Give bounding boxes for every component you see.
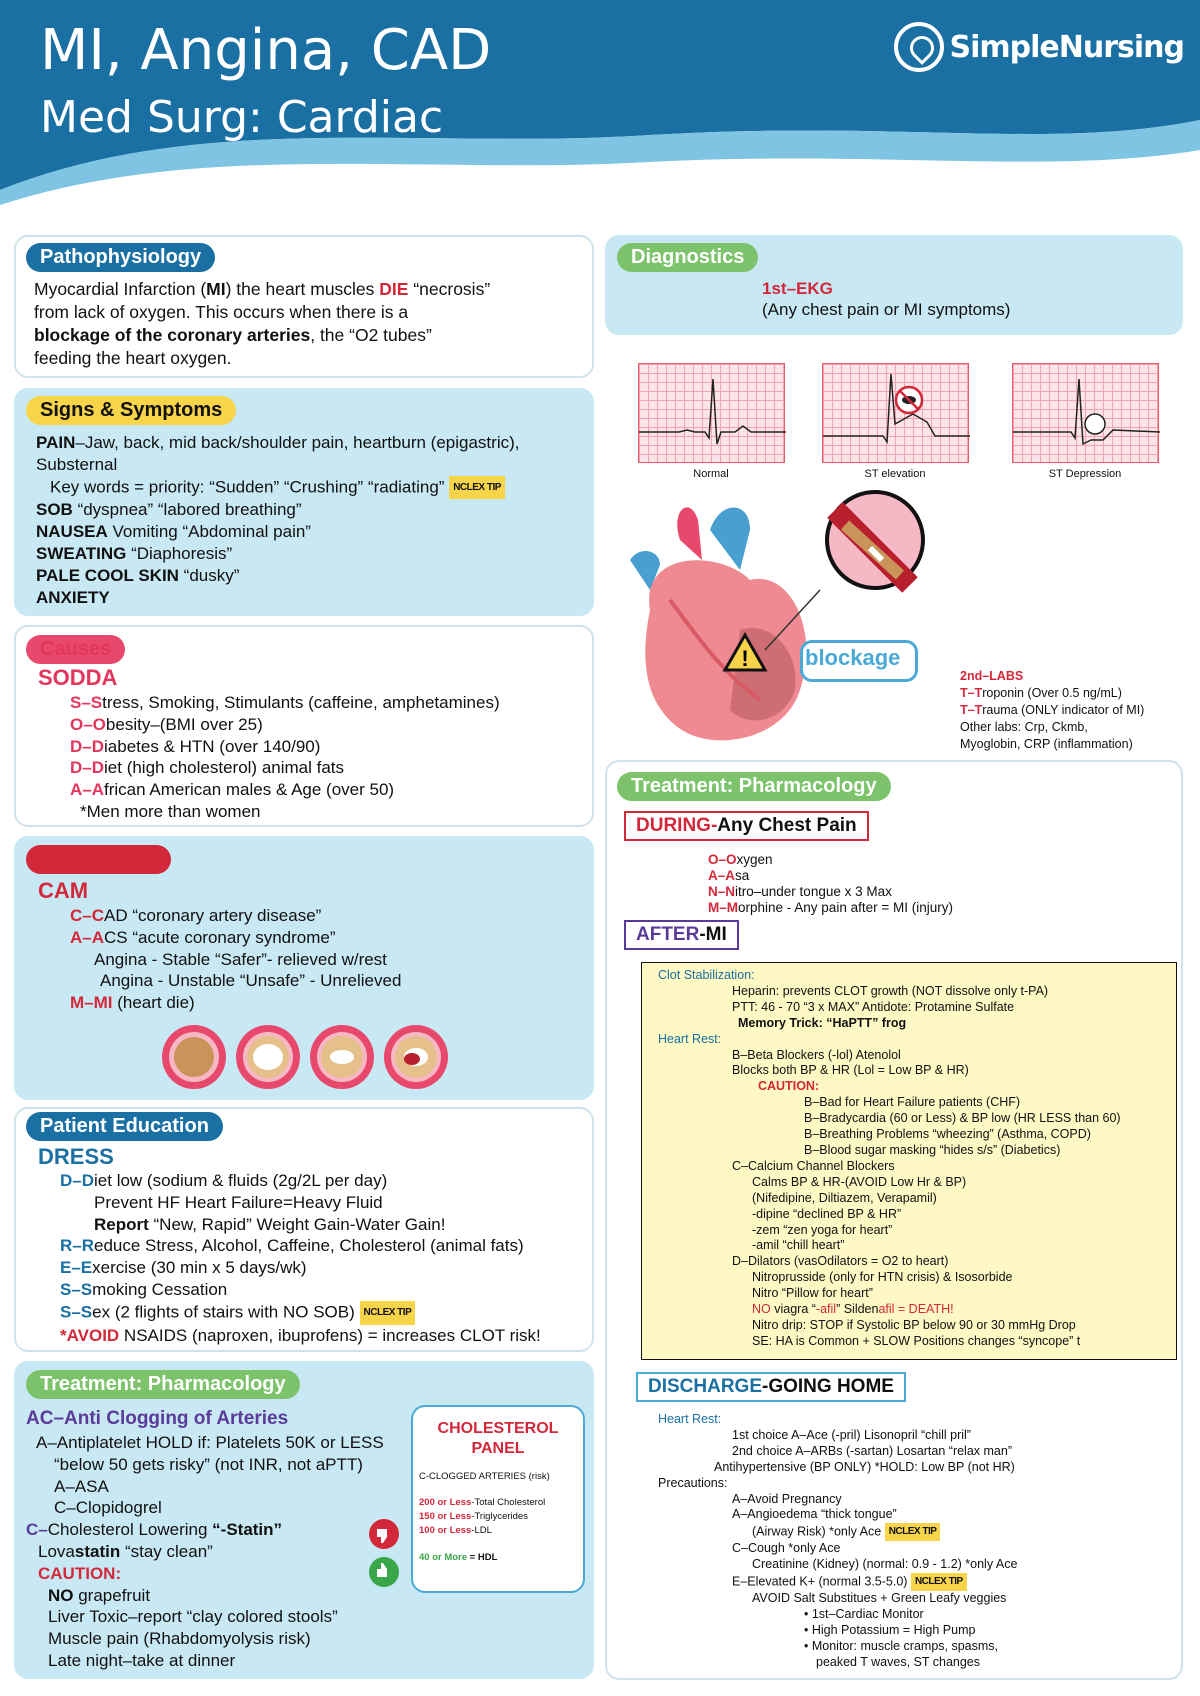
ekg-st-depression-label: ST Depression: [1048, 468, 1122, 480]
cam-acronym: CAM: [38, 878, 89, 903]
stethoscope-heart-icon: [894, 22, 944, 72]
discharge-box: DISCHARGE-GOING HOME: [636, 1372, 906, 1402]
cause-item: D–Diabetes & HTN (over 140/90): [70, 736, 321, 756]
cholesterol-row: 200 or Less-Total Cholesterol: [419, 1497, 546, 1508]
svg-text:!: !: [741, 646, 749, 671]
artery-blocked-icon: [384, 1025, 448, 1089]
cause-item: S–Stress, Smoking, Stimulants (caffeine, amphetamines): [70, 693, 500, 712]
signs-heading: Signs & Symptoms: [26, 396, 236, 425]
cause-item: O–Obesity–(BMI over 25): [70, 714, 263, 734]
brand-logo: [894, 22, 1185, 72]
blockage-label: blockage: [805, 645, 901, 670]
mona-list: O–Oxygen A–Asa N–Nitro–under tongue x 3 Max M–Morphine - Any pain after = MI (injury): [708, 852, 953, 915]
ekg-normal-strip: [638, 363, 785, 463]
thumbs-up-icon: [368, 1556, 400, 1588]
sodda-acronym: SODDA: [38, 665, 118, 690]
cholesterol-panel: CHOLESTEROL PANEL C-CLOGGED ARTERIES (risk) 200 or Less-Total Cholesterol 150 or Less-Triglycerides 100 or Less-LDL 40 or More = HDL: [411, 1405, 585, 1593]
pathophysiology-heading: Pathophysiology: [26, 243, 215, 272]
page-title: MI, Angina, CAD: [40, 18, 492, 83]
education-list: D–Diet low (sodium & fluids (2g/2L per day) Prevent HF Heart Failure=Heavy Fluid Report “New, Rapid” Weight Gain-Water Gain! R–Reduce Stress, Alcohol, Caffeine, Cholesterol (animal fats) E–Exercise (30 min x 5 days/wk) S–Smoking Cessation S–Sex (2 flights of stairs with NO SOB) NCLEX TIP *AVOID NSAIDS (naproxen, ibuprofens) = increases CLOT risk!: [60, 1171, 541, 1345]
ekg-st-elevation-label: ST elevation: [864, 468, 926, 480]
during-box: DURING-Any Chest Pain: [624, 811, 869, 841]
artery-plaque-icon: [236, 1025, 300, 1089]
cholesterol-row: 100 or Less-LDL: [419, 1525, 492, 1536]
dress-acronym: DRESS: [38, 1144, 114, 1169]
patho-text: Myocardial Infarction (MI) the heart muscles DIE “necrosis” from lack of oxygen. This occurs when there is a blockage of the coronary arteries, the “O2 tubes” feeding the heart oxygen.: [34, 279, 491, 368]
page-subtitle: Med Surg: Cardiac: [40, 92, 444, 143]
labs-text: 2nd–LABS T–Troponin (Over 0.5 ng/mL) T–Trauma (ONLY indicator of MI) Other labs: Crp, Ckmb, Myoglobin, CRP (inflammation): [960, 669, 1145, 751]
ac-acronym: AC–Anti Clogging of Arteries: [26, 1408, 289, 1429]
header-banner: [0, 0, 1200, 210]
pharm-left-heading: Treatment: Pharmacology: [26, 1370, 300, 1399]
education-heading: Patient Education: [26, 1112, 223, 1141]
progression-heading: Progression: [26, 845, 171, 874]
cause-item: D–Diet (high cholesterol) animal fats: [70, 758, 345, 778]
progression-list: C–CAD “coronary artery disease” A–ACS “acute coronary syndrome” Angina - Stable “Safer”- relieved w/rest Angina - Unstable “Unsafe” - Unrelieved M–MI (heart die): [70, 906, 402, 1013]
signs-text: PAIN–Jaw, back, mid back/shoulder pain, heartburn (epigastric), Substernal Key words = priority: “Sudden” “Crushing” “radiating” NCLEX TIP SOB “dyspnea” “labored breathing” NAUSEA Vomiting “Abdominal pain” SWEATING “Diaphoresis” PALE COOL SKIN “dusky” ANXIETY: [36, 433, 520, 607]
diag-first: 1st–EKG: [762, 279, 833, 298]
cholesterol-row: 150 or Less-Triglycerides: [419, 1511, 528, 1522]
artery-progression-illustration: [160, 1022, 460, 1092]
brand-name: SimpleNursing: [949, 29, 1184, 65]
thumbs-down-icon: [368, 1518, 400, 1550]
ekg-normal-label: Normal: [693, 468, 729, 480]
nclex-tip-badge: NCLEX TIP: [449, 476, 505, 500]
artery-narrowed-icon: [310, 1025, 374, 1089]
ekg-st-depression-strip: [1012, 363, 1159, 463]
diagnostics-heading: Diagnostics: [617, 243, 758, 272]
pharm-left-list: A–Antiplatelet HOLD if: Platelets 50K or LESS “below 50 gets risky” (not INR, not aPTT) A–ASA C–Clopidogrel C–Cholesterol Lowering “-Statin” Lovastatin “stay clean” CAUTION: NO grapefruit Liver Toxic–report “clay colored stools” Muscle pain (Rhabdomyolysis risk) Late night–take at dinner: [26, 1433, 384, 1670]
diag-first-sub: (Any chest pain or MI symptoms): [762, 300, 1011, 319]
heart-blockage-illustration: [620, 490, 950, 760]
nclex-tip-badge: NCLEX TIP: [360, 1301, 416, 1325]
after-mi-list: Clot Stabilization: Heparin: prevents CLOT growth (NOT dissolve only t-PA) PTT: 46 - 70 “3 x MAX” Antidote: Protamine Sulfate Memory Trick: “HaPTT” frog Heart Rest: B–Beta Blockers (-lol) Atenolol Blocks both BP & HR (Lol = Low BP & HR) CAUTION: B–Bad for Heart Failure patients (CHF) B–Bradycardia (60 or Less) & BP low (HR LESS than 60) B–Breathing Problems “wheezing” (Asthma, COPD) B–Blood sugar masking “hides s/s” (Diabetics) C–Calcium Channel Blockers Calms BP & HR-(AVOID Low Hr & BP) (Nifedipine, Diltiazem, Verapamil) -dipine “declined BP & HR” -zem “zen yoga for heart” -amil “chill heart” D–Dilators (vasOdilators = O2 to heart) Nitroprusside (only for HTN crisis) & Isosorbide Nitro “Pillow for heart” NO viagra “-afil” Sildenafil = DEATH! Nitro drip: STOP if Systolic BP below 90 or 30 mmHg Drop SE: HA is Common + SLOW Positions changes “syncope” t: [658, 968, 1121, 1348]
artery-healthy-icon: [162, 1025, 226, 1089]
ekg-st-elevation-strip: [822, 363, 969, 463]
nclex-tip-badge: NCLEX TIP: [911, 1573, 967, 1591]
cause-item: A–African American males & Age (over 50): [70, 780, 395, 800]
nclex-tip-badge: NCLEX TIP: [885, 1523, 941, 1541]
causes-list: S–Stress, Smoking, Stimulants (caffeine, amphetamines) O–Obesity–(BMI over 25) D–Diabetes & HTN (over 140/90) D–Diet (high cholesterol) animal fats A–African American males & Age (over 50) *Men more than women: [70, 693, 500, 821]
discharge-list: Heart Rest: 1st choice A–Ace (-pril) Lisonopril “chill pril” 2nd choice A–ARBs (-sartan) Losartan “relax man” Antihypertensive (BP ONLY) *HOLD: Low BP (not HR) Precautions: A–Avoid Pregnancy A–Angioedema “thick tongue” (Airway Risk) *only Ace NCLEX TIP C–Cough *only Ace Creatinine (Kidney) (normal: 0.9 - 1.2) *only Ace E–Elevated K+ (normal 3.5-5.0) NCLEX TIP AVOID Salt Substitues + Green Leafy veggies • 1st–Cardiac Monitor • High Potassium = High Pump • Monitor: muscle cramps, spasms, peaked T waves, ST changes: [658, 1412, 1018, 1669]
causes-heading: Causes: [26, 635, 125, 664]
pharm-right-heading: Treatment: Pharmacology: [617, 772, 891, 801]
after-mi-box: AFTER-MI: [624, 920, 739, 950]
